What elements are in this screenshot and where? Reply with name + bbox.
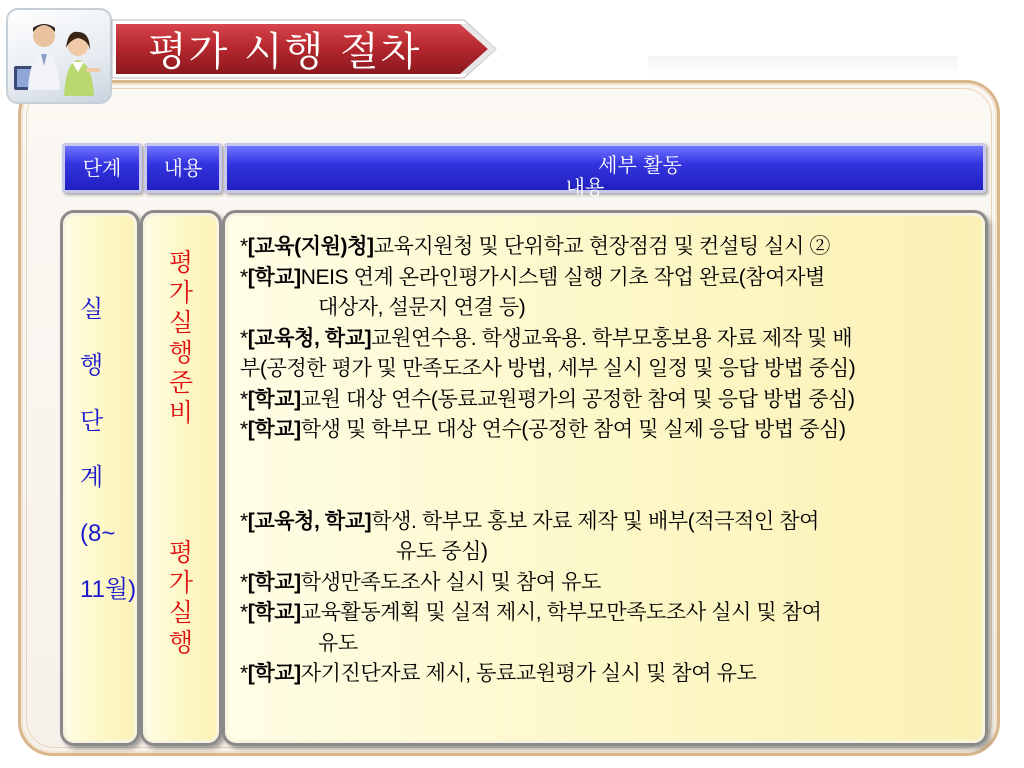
- detail-line: *[학교]자기진단자료 제시, 동료교원평가 실시 및 참여 유도: [240, 662, 757, 685]
- detail-line: *[교육청, 학교]교원연수용. 학생교육용. 학부모홍보용 자료 제작 및 배: [240, 326, 853, 350]
- detail-line: *[학교]교원 대상 연수(동료교원평가의 공정한 참여 및 응답 방법 중심): [240, 387, 855, 411]
- detail-line: *[학교]NEIS 연계 온라인평가시스템 실행 기초 작업 완료(참여자별: [240, 265, 825, 289]
- detail-line: *[교육청, 학교]학생. 학부모 홍보 자료 제작 및 배부(적극적인 참여: [240, 509, 820, 533]
- exec-char: 평: [168, 538, 194, 567]
- prep-char: 가: [168, 278, 194, 307]
- exec-char: 실: [168, 598, 194, 627]
- stage-line: 실: [80, 296, 104, 323]
- header-detail-line2: 내용: [565, 175, 605, 199]
- stage-line: 계: [80, 464, 104, 491]
- detail-line: 대상자, 설문지 연결 등): [318, 296, 526, 319]
- stage-text: [80, 282, 136, 618]
- header-content-label: 내용: [163, 156, 203, 180]
- prep-char: 평: [168, 248, 194, 277]
- detail-line: 유도 중심): [396, 540, 488, 563]
- exec-char: 가: [168, 568, 194, 597]
- header-stage-label: 단계: [82, 156, 122, 180]
- stage-line: 11월): [80, 576, 137, 603]
- stage-line: (8~: [80, 520, 116, 547]
- detail-line: *[학교]교육활동계획 및 실적 제시, 학부모만족도조사 실시 및 참여: [240, 601, 822, 624]
- detail-line: *[학교]학생만족도조사 실시 및 참여 유도: [240, 570, 601, 594]
- top-right-decoration: [648, 56, 958, 76]
- exec-label: [166, 538, 196, 658]
- detail-line: *[학교]학생 및 학부모 대상 연수(공정한 참여 및 실제 응답 방법 중심): [240, 418, 846, 441]
- prep-char: 비: [168, 398, 194, 427]
- header-stage: [62, 143, 142, 193]
- prep-label: [166, 248, 196, 428]
- header-detail-line1: 세부 활동: [598, 153, 682, 177]
- people-logo-image: [6, 8, 112, 104]
- detail-content: [240, 232, 980, 690]
- prep-char: 준: [168, 368, 194, 397]
- exec-char: 행: [168, 628, 194, 657]
- prep-char: 행: [168, 338, 194, 367]
- header-detail: [224, 143, 986, 199]
- detail-line: *[교육(지원)청]교육지원청 및 단위학교 현장점검 및 컨설팅 실시 ②: [240, 235, 830, 258]
- stage-line: 단: [80, 408, 104, 435]
- spacer: [240, 446, 980, 507]
- prep-char: 실: [168, 308, 194, 337]
- stage-line: 행: [80, 352, 104, 379]
- page-title: 평가 시행 절차: [148, 29, 422, 75]
- detail-line: 유도: [318, 631, 358, 655]
- detail-line: 부(공정한 평가 및 만족도조사 방법, 세부 실시 일정 및 응답 방법 중심): [240, 357, 856, 380]
